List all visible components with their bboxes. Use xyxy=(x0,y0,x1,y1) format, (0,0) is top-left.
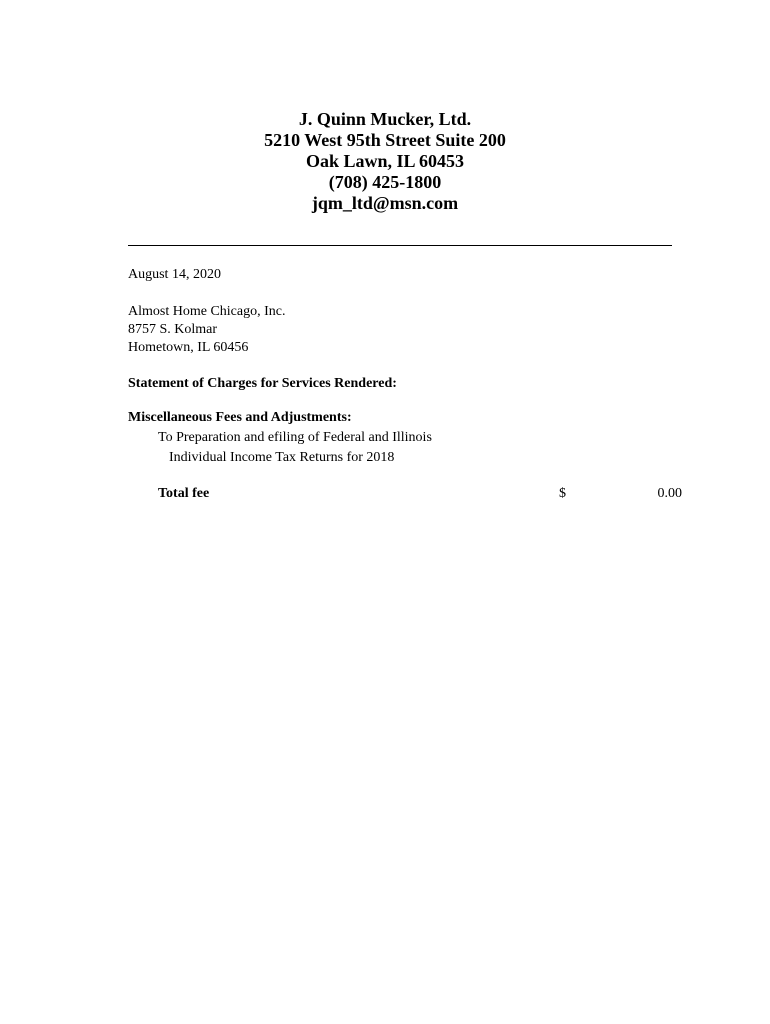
recipient-address xyxy=(128,303,285,357)
recipient-street: 8757 S. Kolmar xyxy=(128,322,218,337)
letter-date: August 14, 2020 xyxy=(128,267,221,282)
header-divider xyxy=(128,245,672,246)
firm-city-state-zip: Oak Lawn, IL 60453 xyxy=(305,151,465,171)
firm-email: jqm_ltd@msn.com xyxy=(311,193,459,213)
recipient-city-state-zip: Hometown, IL 60456 xyxy=(128,340,249,355)
firm-name: J. Quinn Mucker, Ltd. xyxy=(298,109,472,129)
service-description-line-2: Individual Income Tax Returns for 2018 xyxy=(169,450,395,465)
service-description-line-1: To Preparation and efiling of Federal and Illinois xyxy=(158,430,432,445)
total-fee-label: Total fee xyxy=(158,486,210,501)
firm-street-address: 5210 West 95th Street Suite 200 xyxy=(264,130,506,150)
recipient-name: Almost Home Chicago, Inc. xyxy=(128,304,286,319)
letterhead xyxy=(0,109,770,214)
total-fee-amount: 0.00 xyxy=(657,486,682,501)
section-heading: Miscellaneous Fees and Adjustments: xyxy=(128,410,352,425)
firm-phone: (708) 425-1800 xyxy=(328,172,442,192)
total-fee-currency: $ xyxy=(559,486,566,501)
statement-heading: Statement of Charges for Services Rendered: xyxy=(128,376,397,391)
